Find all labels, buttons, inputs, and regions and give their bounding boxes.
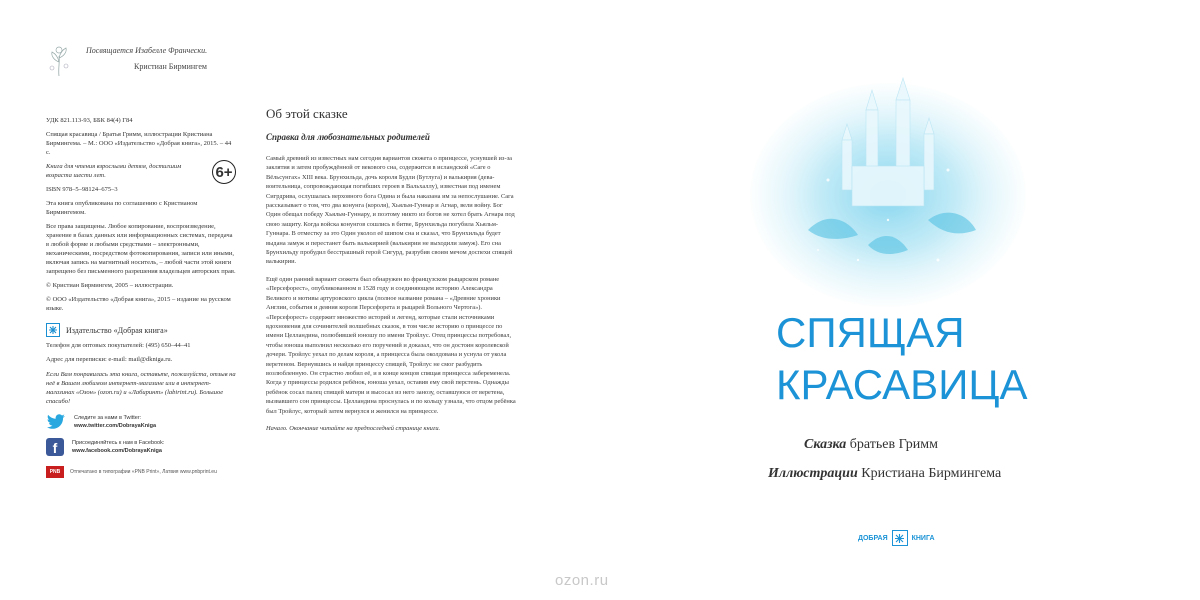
about-paragraph-1: Самый древний из известных нам сегодня вариантов сюжета о принцессе, уснувшей из-за заклятия и затем пробуждённой от векового сна, содержится в исландской «Саге о Вёльсунгах» XIII века. Брунхильда, дочь короля Будли (Бутлуга) и валькирия (дева-воительница, сопровождающая погибших героев в Вальхаллу), известная под именем Сигрдрива, ослушалась верховного бога Одина и была наказана им за непослушание. Сага рассказывает о том, что два конунга (короля), Хьяльм-Гуннар и Агнар, вели войну. Бог Один обещал победу Хьяльм-Гуннару, и поэтому никто из богов не хотел брать Агнара под свою защиту. Когда войска конунгов сошлись в битве, Брунхильда погубила Хьяльм-Гуннара. В отместку за это Один уколол её шипом сна и сказал, что Брунхильда будет выдана замуж и перестанет быть валькирией (валькирии не выходили замуж). Его сна Брунхильду пробудил бесстрашный герой Сигурд, разрубив своим мечом доспехи спящей валькирии. (266, 155, 515, 266)
imprint-column (46, 44, 236, 478)
publisher-row (46, 323, 236, 337)
printer-text: Отпечатано в типографии «PNB Print», Латвия www.pnbprint.eu (70, 468, 217, 475)
dedication-text: Посвящается Изабелле Франчески. (86, 46, 208, 55)
copyright-illustrations: © Кристиан Бирмингем, 2005 – иллюстрации. (46, 282, 174, 289)
floral-ornament-icon (46, 42, 72, 78)
twitter-label: Следите за нами в Twitter: (74, 415, 142, 421)
agreement-note: Эта книга опубликована по соглашению с Кристианом Бирмингемом. (46, 200, 198, 216)
ozon-watermark: ozon.ru (555, 572, 609, 589)
cover-subtitle-rest: братьев Гримм (846, 437, 939, 452)
audience-note: Книга для чтения взрослыми детям, достигшим возраста шести лет. (46, 163, 182, 179)
cover-logo-left: ДОБРАЯ (858, 534, 888, 542)
copyright-edition: © ООО «Издательство «Добрая книга», 2015 – издание на русском языке. (46, 296, 231, 312)
imprint-block (46, 116, 236, 478)
publisher-mark-icon (892, 530, 908, 546)
publisher-phone: Телефон для оптовых покупателей: (495) 650–44–41 (46, 342, 191, 349)
cover-logo-right: КНИГА (911, 534, 935, 542)
twitter-bird-icon[interactable] (46, 414, 66, 430)
printer-logo-icon: PNB (46, 466, 64, 478)
twitter-row[interactable] (46, 414, 236, 430)
publisher-email[interactable]: Адрес для переписки: e-mail: mail@dkniga.ru. (46, 356, 173, 363)
isbn: ISBN 978–5–98124–675–3 (46, 186, 118, 193)
twitter-link[interactable]: www.twitter.com/DobrayaKniga (74, 423, 157, 429)
cover-title-line-2: КРАСАВИЦА (776, 361, 1028, 408)
rights-notice: Все права защищены. Любое копирование, воспроизведение, хранение в базах данных или информационных системах, передача в любой форме и любыми средствами – электронными, механическими, посредством фотокопирования, записи или иными, включая запись на магнитный носитель, – любой части этой книги запрещено без письменного разрешения владельцев авторских прав. (46, 223, 236, 275)
cover-subtitle-italic: Сказка (804, 437, 847, 452)
publisher-name: Издательство «Добрая книга» (66, 325, 168, 335)
cover-illustrator-rest: Кристиана Бирмингема (857, 466, 1002, 481)
castle-watercolor-illustration (748, 70, 1028, 310)
about-continued-note: Начало. Окончание читайте на предпоследней странице книги. (266, 424, 441, 432)
age-rating-badge: 6+ (212, 160, 236, 184)
about-subtitle: Справка для любознательных родителей (266, 132, 430, 142)
about-paragraph-2: Ещё один ранний вариант сюжета был обнаружен во французском рыцарском романе «Персефорест», опубликованном в 1528 году и соединяющем историю Александра Великого и мотивы артуровского цикла (полное название романа – «Древние хроники Англии, события и деяния короля Персефорета и рыцарей Вольного Чертога»). «Персефорест» содержит множество историй и легенд, которые стали источниками вдохновения для сочинителей волшебных сказок, в том числе историю о принцессе по имени Целландина, полюбившей юношу по имени Тройлус. Отец принцессы потребовал, чтобы юноша выполнил несколько его поручений и доказал, что он достоин королевской дочери. Тройлус уехал по делам короля, а принцесса была околдована и уснула от укола веретеном. Вернувшись и найдя принцессу спящей, Тройлус не смог разбудить возлюбленную. Он страстно любил её, и в конце концов спящая принцесса забеременела. Когда у принцессы родился ребёнок, юноша уехал, оставив ему свой перстень. Однажды ребёнок сосал палец спящей матери и высосал из него занозу, оставшуюся от веретена, вызвавшего сон принцессы. Целландина проснулась и по кольцу узнала, что отцом ребёнка был Тройлус, который затем вернулся и женился на принцессе. (266, 275, 516, 415)
audience-row (46, 162, 236, 185)
facebook-row[interactable] (46, 438, 236, 456)
cover-subtitle (804, 437, 938, 453)
review-request: Если Вам понравилась эта книга, оставьте, пожалуйста, отзыв на неё в Вашем любимом интернет-магазине или в интернет-магазинах «Озон» (ozon.ru) и «Лабиринт» (labirint.ru). Большое спасибо! (46, 371, 236, 405)
cover-publisher-logo (858, 530, 935, 546)
facebook-label: Присоединяйтесь к нам в Facebook: (72, 440, 165, 446)
about-column (266, 106, 518, 433)
publisher-logo-icon (46, 323, 60, 337)
dedication (46, 44, 236, 90)
cover-title-line-1: СПЯЩАЯ (776, 309, 965, 356)
facebook-link[interactable]: www.facebook.com/DobrayaKniga (72, 448, 162, 454)
bibliographic-record: Спящая красавица / Братья Гримм, иллюстрации Кристиана Бирмингема. – М.: ООО «Издательство «Добрая книга», 2015. – 44 с. (46, 131, 232, 156)
dedication-author: Кристиан Бирмингем (134, 62, 207, 71)
twitter-text (74, 414, 156, 430)
printer-row (46, 466, 236, 478)
cover-illustrator-italic: Иллюстрации (768, 466, 858, 481)
facebook-text (72, 439, 164, 455)
about-title: Об этой сказке (266, 106, 348, 121)
cover-title (776, 304, 1027, 411)
udk-line: УДК 821.113-93, ББК 84(4) Г84 (46, 117, 133, 124)
facebook-icon[interactable]: f (46, 438, 64, 456)
cover-illustrator (768, 466, 1001, 482)
